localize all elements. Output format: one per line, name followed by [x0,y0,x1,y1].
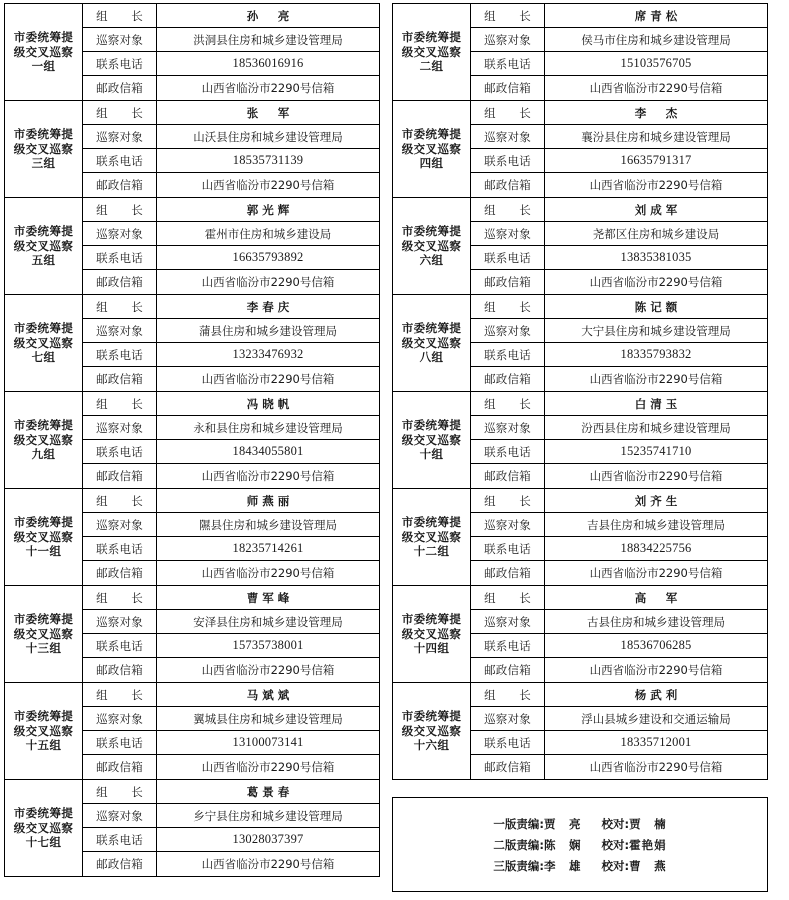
table-row [83,513,379,537]
row-value-contact-phone: 18235714261 [232,541,304,555]
row-value-leader: 张 军 [246,105,294,120]
row-label-postal-mailbox: 邮政信箱 [83,270,157,294]
table-row [471,610,767,634]
row-label-postal-mailbox: 邮政信箱 [83,464,157,488]
table-row [83,149,379,173]
row-value-inspection-target: 隰县住房和城乡建设管理局 [199,517,337,532]
row-label-inspection-target: 巡察对象 [83,513,157,536]
credit-editor-name: 贾 亮 [544,816,582,831]
row-value-postal-mailbox: 山西省临汾市2290号信箱 [589,663,723,677]
table-row [83,319,379,343]
row-label-contact-phone: 联系电话 [471,149,545,172]
row-value-inspection-target: 霍州市住房和城乡建设局 [204,226,332,241]
credit-proofreader-label: 校对: [601,858,630,873]
row-label-postal-mailbox: 邮政信箱 [471,755,545,779]
row-label-inspection-target: 巡察对象 [471,513,545,536]
inspection-group-block [392,294,768,391]
row-label-leader: 组 长 [83,780,157,803]
row-label-postal-mailbox: 邮政信箱 [83,561,157,585]
table-row [83,804,379,828]
row-value-leader: 师燕丽 [246,493,294,508]
row-label-postal-mailbox: 邮政信箱 [83,76,157,100]
row-value-contact-phone: 18536706285 [620,638,692,652]
table-row [471,319,767,343]
row-value-inspection-target: 山沃县住房和城乡建设管理局 [193,129,343,144]
table-row [471,440,767,464]
group-name: 市委统筹提级交叉巡察二组 [393,4,471,100]
row-value-contact-phone: 13233476932 [232,347,304,361]
row-label-postal-mailbox: 邮政信箱 [471,270,545,294]
row-label-leader: 组 长 [471,101,545,124]
row-label-inspection-target: 巡察对象 [83,125,157,148]
row-value-postal-mailbox: 山西省临汾市2290号信箱 [201,469,335,483]
row-value-inspection-target: 乡宁县住房和城乡建设管理局 [193,808,343,823]
table-row [471,52,767,76]
group-rows [471,198,767,294]
row-label-inspection-target: 巡察对象 [471,416,545,439]
row-label-leader: 组 长 [471,683,545,706]
row-label-leader: 组 长 [83,586,157,609]
inspection-group-block [392,3,768,100]
row-label-postal-mailbox: 邮政信箱 [471,561,545,585]
row-label-contact-phone: 联系电话 [471,440,545,463]
row-label-leader: 组 长 [83,392,157,415]
table-row [83,4,379,28]
group-name: 市委统筹提级交叉巡察十二组 [393,489,471,585]
row-value-contact-phone: 18335712001 [620,735,692,749]
row-label-inspection-target: 巡察对象 [471,125,545,148]
row-label-inspection-target: 巡察对象 [83,804,157,827]
table-row [83,28,379,52]
table-row [471,464,767,488]
group-rows [471,489,767,585]
row-value-inspection-target: 浮山县城乡建设和交通运输局 [581,711,731,726]
row-value-postal-mailbox: 山西省临汾市2290号信箱 [201,275,335,289]
group-name: 市委统筹提级交叉巡察七组 [5,295,83,391]
row-value-inspection-target: 安泽县住房和城乡建设管理局 [193,614,343,629]
inspection-group-block [392,197,768,294]
row-value-postal-mailbox: 山西省临汾市2290号信箱 [589,469,723,483]
row-value-inspection-target: 蒲县住房和城乡建设管理局 [199,323,337,338]
table-row [471,343,767,367]
row-value-contact-phone: 16635793892 [232,250,304,264]
credit-proofreader-label: 校对: [601,816,630,831]
group-rows [83,780,379,876]
row-label-leader: 组 长 [471,392,545,415]
row-label-inspection-target: 巡察对象 [83,416,157,439]
table-row [471,513,767,537]
row-value-inspection-target: 翼城县住房和城乡建设管理局 [193,711,343,726]
table-row [83,489,379,513]
row-value-leader: 高 军 [634,590,682,605]
row-value-postal-mailbox: 山西省临汾市2290号信箱 [201,566,335,580]
table-row [471,173,767,197]
row-value-leader: 陈记额 [634,299,682,314]
row-value-inspection-target: 洪洞县住房和城乡建设管理局 [193,32,343,47]
row-value-inspection-target: 襄汾县住房和城乡建设管理局 [581,129,731,144]
table-row [471,755,767,779]
table-row [471,76,767,100]
credit-proofreader-name: 曹 燕 [629,858,667,873]
row-value-leader: 冯晓帆 [246,396,294,411]
group-name: 市委统筹提级交叉巡察十一组 [5,489,83,585]
table-row [471,416,767,440]
row-label-inspection-target: 巡察对象 [471,28,545,51]
row-label-contact-phone: 联系电话 [471,343,545,366]
row-label-leader: 组 长 [83,4,157,27]
group-rows [83,683,379,779]
row-value-leader: 刘齐生 [634,493,682,508]
table-row [471,28,767,52]
table-row [83,173,379,197]
group-rows [83,4,379,100]
row-value-leader: 席青松 [634,8,682,23]
row-label-leader: 组 长 [83,489,157,512]
row-value-leader: 孙 亮 [246,8,294,23]
credit-editor-name: 陈 娴 [544,837,582,852]
row-label-contact-phone: 联系电话 [83,440,157,463]
row-value-leader: 马斌斌 [246,687,294,702]
row-value-leader: 李 杰 [634,105,682,120]
group-name: 市委统筹提级交叉巡察一组 [5,4,83,100]
row-value-contact-phone: 18536016916 [232,56,304,70]
credit-role-label: 二版责编: [493,837,544,852]
row-label-leader: 组 长 [83,683,157,706]
row-value-postal-mailbox: 山西省临汾市2290号信箱 [201,663,335,677]
table-row [83,222,379,246]
inspection-group-block [392,391,768,488]
row-label-contact-phone: 联系电话 [83,343,157,366]
table-row [471,561,767,585]
group-rows [83,101,379,197]
row-label-leader: 组 长 [471,586,545,609]
row-label-contact-phone: 联系电话 [83,537,157,560]
row-value-inspection-target: 侯马市住房和城乡建设管理局 [581,32,731,47]
credit-role-label: 一版责编: [493,816,544,831]
row-value-inspection-target: 汾西县住房和城乡建设管理局 [581,420,731,435]
row-value-inspection-target: 古县住房和城乡建设管理局 [587,614,725,629]
inspection-group-block [4,488,380,585]
row-value-contact-phone: 13028037397 [232,832,304,846]
row-value-contact-phone: 18535731139 [232,153,304,167]
group-rows [83,198,379,294]
inspection-group-block [392,682,768,780]
row-value-postal-mailbox: 山西省临汾市2290号信箱 [201,857,335,871]
table-row [471,125,767,149]
group-rows [83,295,379,391]
table-row [471,683,767,707]
row-value-postal-mailbox: 山西省临汾市2290号信箱 [589,81,723,95]
table-row [471,246,767,270]
row-label-inspection-target: 巡察对象 [83,319,157,342]
row-label-leader: 组 长 [83,101,157,124]
row-label-postal-mailbox: 邮政信箱 [471,367,545,391]
row-value-contact-phone: 18434055801 [232,444,304,458]
table-row [471,489,767,513]
inspection-group-block [4,585,380,682]
row-label-postal-mailbox: 邮政信箱 [471,464,545,488]
table-row [471,222,767,246]
row-value-leader: 葛景春 [246,784,294,799]
inspection-group-block [392,100,768,197]
row-label-contact-phone: 联系电话 [471,246,545,269]
group-rows [471,4,767,100]
group-name: 市委统筹提级交叉巡察十五组 [5,683,83,779]
row-label-leader: 组 长 [471,295,545,318]
row-label-contact-phone: 联系电话 [471,52,545,75]
table-row [471,198,767,222]
group-name: 市委统筹提级交叉巡察四组 [393,101,471,197]
row-label-leader: 组 长 [83,198,157,221]
row-label-postal-mailbox: 邮政信箱 [83,658,157,682]
group-rows [471,683,767,779]
row-label-inspection-target: 巡察对象 [471,222,545,245]
table-row [471,4,767,28]
table-row [83,610,379,634]
row-label-postal-mailbox: 邮政信箱 [83,367,157,391]
group-name: 市委统筹提级交叉巡察六组 [393,198,471,294]
table-row [471,707,767,731]
group-name: 市委统筹提级交叉巡察九组 [5,392,83,488]
inspection-group-block [4,682,380,779]
table-row [83,125,379,149]
table-row [83,731,379,755]
table-row [83,586,379,610]
row-label-contact-phone: 联系电话 [83,731,157,754]
row-label-leader: 组 长 [471,4,545,27]
inspection-group-block [4,100,380,197]
credit-role-label: 三版责编: [493,858,544,873]
row-value-leader: 杨武利 [634,687,682,702]
row-label-postal-mailbox: 邮政信箱 [471,76,545,100]
table-row [471,634,767,658]
table-row [471,731,767,755]
table-row [83,658,379,682]
row-label-inspection-target: 巡察对象 [83,222,157,245]
group-name: 市委统筹提级交叉巡察五组 [5,198,83,294]
inspection-group-block [392,585,768,682]
row-label-postal-mailbox: 邮政信箱 [83,852,157,876]
inspection-group-block [392,488,768,585]
table-row [83,270,379,294]
table-row [471,392,767,416]
table-row [83,392,379,416]
group-rows [83,392,379,488]
row-value-leader: 白清玉 [634,396,682,411]
inspection-group-block [4,391,380,488]
table-row [83,683,379,707]
row-value-postal-mailbox: 山西省临汾市2290号信箱 [589,760,723,774]
row-value-leader: 李春庆 [246,299,294,314]
table-row [83,101,379,125]
row-label-contact-phone: 联系电话 [83,246,157,269]
table-row [83,707,379,731]
table-row [471,537,767,561]
right-column [392,3,768,892]
row-value-contact-phone: 15735738001 [232,638,304,652]
credit-editor-name: 李 雄 [544,858,582,873]
row-value-contact-phone: 16635791317 [620,153,692,167]
row-value-postal-mailbox: 山西省临汾市2290号信箱 [589,566,723,580]
credit-line [493,858,666,874]
table-row [83,634,379,658]
group-name: 市委统筹提级交叉巡察十六组 [393,683,471,779]
row-value-inspection-target: 尧都区住房和城乡建设局 [592,226,720,241]
row-value-contact-phone: 15235741710 [620,444,692,458]
row-label-contact-phone: 联系电话 [83,828,157,851]
group-rows [471,392,767,488]
table-row [471,149,767,173]
table-row [83,440,379,464]
group-name: 市委统筹提级交叉巡察八组 [393,295,471,391]
table-row [471,101,767,125]
row-value-postal-mailbox: 山西省临汾市2290号信箱 [589,275,723,289]
row-label-postal-mailbox: 邮政信箱 [83,755,157,779]
group-rows [471,586,767,682]
row-label-inspection-target: 巡察对象 [83,610,157,633]
credit-line [493,837,666,853]
inspection-group-block [4,779,380,877]
row-label-contact-phone: 联系电话 [83,634,157,657]
table-row [83,852,379,876]
table-row [471,270,767,294]
row-label-leader: 组 长 [83,295,157,318]
inspection-group-block [4,197,380,294]
table-row [83,198,379,222]
table-row [83,76,379,100]
group-name: 市委统筹提级交叉巡察十七组 [5,780,83,876]
table-row [471,295,767,319]
row-value-postal-mailbox: 山西省临汾市2290号信箱 [201,372,335,386]
row-label-contact-phone: 联系电话 [83,149,157,172]
row-value-inspection-target: 大宁县住房和城乡建设管理局 [581,323,731,338]
row-label-leader: 组 长 [471,489,545,512]
group-rows [471,295,767,391]
group-rows [83,489,379,585]
row-value-contact-phone: 18834225756 [620,541,692,555]
left-column [4,3,380,892]
group-rows [83,586,379,682]
row-value-inspection-target: 吉县住房和城乡建设管理局 [587,517,725,532]
row-value-contact-phone: 18335793832 [620,347,692,361]
row-label-contact-phone: 联系电话 [471,731,545,754]
row-value-leader: 刘成军 [634,202,682,217]
row-label-inspection-target: 巡察对象 [83,28,157,51]
row-label-postal-mailbox: 邮政信箱 [471,658,545,682]
inspection-group-block [4,3,380,100]
row-label-contact-phone: 联系电话 [83,52,157,75]
row-value-postal-mailbox: 山西省临汾市2290号信箱 [589,372,723,386]
table-row [471,367,767,391]
table-row [83,828,379,852]
table-row [83,52,379,76]
table-row [471,586,767,610]
table-row [83,367,379,391]
row-label-inspection-target: 巡察对象 [471,319,545,342]
row-label-contact-phone: 联系电话 [471,634,545,657]
editorial-credits-box [392,797,768,892]
inspection-group-block [4,294,380,391]
group-name: 市委统筹提级交叉巡察十四组 [393,586,471,682]
table-row [83,561,379,585]
row-label-postal-mailbox: 邮政信箱 [83,173,157,197]
row-value-postal-mailbox: 山西省临汾市2290号信箱 [201,760,335,774]
row-label-inspection-target: 巡察对象 [83,707,157,730]
table-row [83,537,379,561]
group-name: 市委统筹提级交叉巡察十三组 [5,586,83,682]
row-label-leader: 组 长 [471,198,545,221]
group-name: 市委统筹提级交叉巡察十组 [393,392,471,488]
table-row [83,755,379,779]
row-label-inspection-target: 巡察对象 [471,707,545,730]
group-rows [471,101,767,197]
row-value-postal-mailbox: 山西省临汾市2290号信箱 [201,178,335,192]
group-name: 市委统筹提级交叉巡察三组 [5,101,83,197]
row-value-postal-mailbox: 山西省临汾市2290号信箱 [201,81,335,95]
row-label-contact-phone: 联系电话 [471,537,545,560]
credit-proofreader-label: 校对: [601,837,630,852]
row-value-inspection-target: 永和县住房和城乡建设管理局 [193,420,343,435]
row-label-postal-mailbox: 邮政信箱 [471,173,545,197]
table-row [83,464,379,488]
credit-line [493,816,666,832]
row-value-leader: 曹军峰 [246,590,294,605]
row-value-contact-phone: 13835381035 [620,250,692,264]
table-row [83,780,379,804]
row-value-contact-phone: 13100073141 [232,735,304,749]
table-row [471,658,767,682]
table-row [83,416,379,440]
credit-proofreader-name: 贾 楠 [629,816,667,831]
row-value-leader: 郭光辉 [246,202,294,217]
row-label-inspection-target: 巡察对象 [471,610,545,633]
credit-proofreader-name: 霍艳娟 [629,837,667,852]
table-row [83,295,379,319]
table-row [83,343,379,367]
row-value-contact-phone: 15103576705 [620,56,692,70]
table-row [83,246,379,270]
row-value-postal-mailbox: 山西省临汾市2290号信箱 [589,178,723,192]
